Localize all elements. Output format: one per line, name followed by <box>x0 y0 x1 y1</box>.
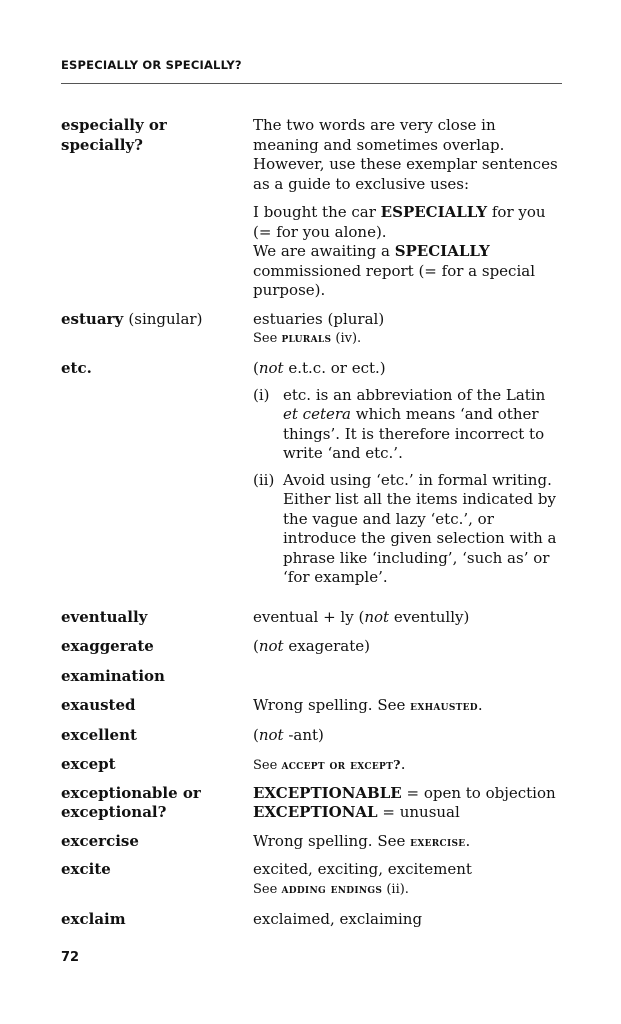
definition: eventual + ly (not eventully) <box>253 607 470 626</box>
entry-exaggerate <box>61 637 561 657</box>
entry-etc <box>61 359 561 588</box>
cross-reference: See adding endings (ii). <box>253 880 409 897</box>
entry-especially <box>61 116 561 301</box>
headword: exaggerate <box>61 637 154 655</box>
definition: (not exagerate) <box>253 637 370 655</box>
headword: except <box>61 755 116 773</box>
definition-text: The two words are very close in meaning and sometimes overlap. However, use these exemplar sentences as a guide to exclusive uses: <box>253 116 558 193</box>
definition: Wrong spelling. See exhausted. <box>253 696 483 714</box>
headword: especially or specially? <box>61 116 167 154</box>
headword: exausted <box>61 696 136 714</box>
definition: (not -ant) <box>253 725 324 744</box>
definition: estuaries (plural) See plurals (iv). <box>253 310 561 348</box>
cross-reference: See plurals (iv). <box>253 330 362 346</box>
headword: eventually <box>61 607 148 626</box>
entry-exausted <box>61 696 561 716</box>
headword: excercise <box>61 831 139 850</box>
entry-estuary <box>61 310 561 348</box>
headword: estuary (singular) <box>61 309 203 328</box>
headword: excite <box>61 860 111 878</box>
entry-exclaim <box>61 910 561 930</box>
page-number: 72 <box>61 950 80 965</box>
entry-except <box>61 755 561 775</box>
entry-excercise <box>61 832 561 852</box>
headword: exclaim <box>61 909 126 928</box>
headword: etc. <box>61 359 92 377</box>
dictionary-entries <box>61 116 561 929</box>
definition: Wrong spelling. See exercise. <box>253 831 471 850</box>
header-rule <box>61 83 562 84</box>
list-item: (i) etc. is an abbreviation of the Latin et cetera which means ‘and other things’. It is therefore incorrect to write ‘and etc.’. <box>253 385 546 462</box>
entry-eventually <box>61 608 561 628</box>
entry-examination <box>61 667 561 687</box>
definition: exclaimed, exclaiming <box>253 909 423 928</box>
definition <box>253 116 561 301</box>
example-sentence: I bought the car ESPECIALLY for you (= for you alone). <box>253 203 546 241</box>
entry-exceptionable <box>61 784 561 823</box>
list-item: (ii) Avoid using ‘etc.’ in formal writing. Either list all the items indicated by the vague and lazy ‘etc.’, or introduce the given selection with a phrase like ‘including’, ‘such as’ or ‘for example’. <box>253 470 557 586</box>
headword: excellent <box>61 725 137 744</box>
definition: excited, exciting, excitement See adding endings (ii). <box>253 860 561 898</box>
entry-excite <box>61 860 561 898</box>
definition: See accept or except?. <box>253 755 406 773</box>
running-head: ESPECIALLY OR SPECIALLY? <box>61 58 242 72</box>
definition: (not e.t.c. or ect.) (i) etc. is an abbreviation of the Latin et cetera which means ‘and other things’. It is therefore incorrect to write ‘and etc.’. (ii) Avoid using ‘etc.’ in formal writing. Either list all the items indicated by the vague and lazy ‘etc.’, or introduce the given selection with a phrase like ‘including’, ‘such as’ or ‘for example’. <box>253 359 561 588</box>
example-sentence: We are awaiting a SPECIALLY commissioned report (= for a special purpose). <box>253 242 535 299</box>
definition: EXCEPTIONABLE = open to objection EXCEPTIONAL = unusual <box>253 783 556 821</box>
entry-excellent <box>61 726 561 746</box>
headword: examination <box>61 666 165 685</box>
headword: exceptionable or exceptional? <box>61 783 201 821</box>
